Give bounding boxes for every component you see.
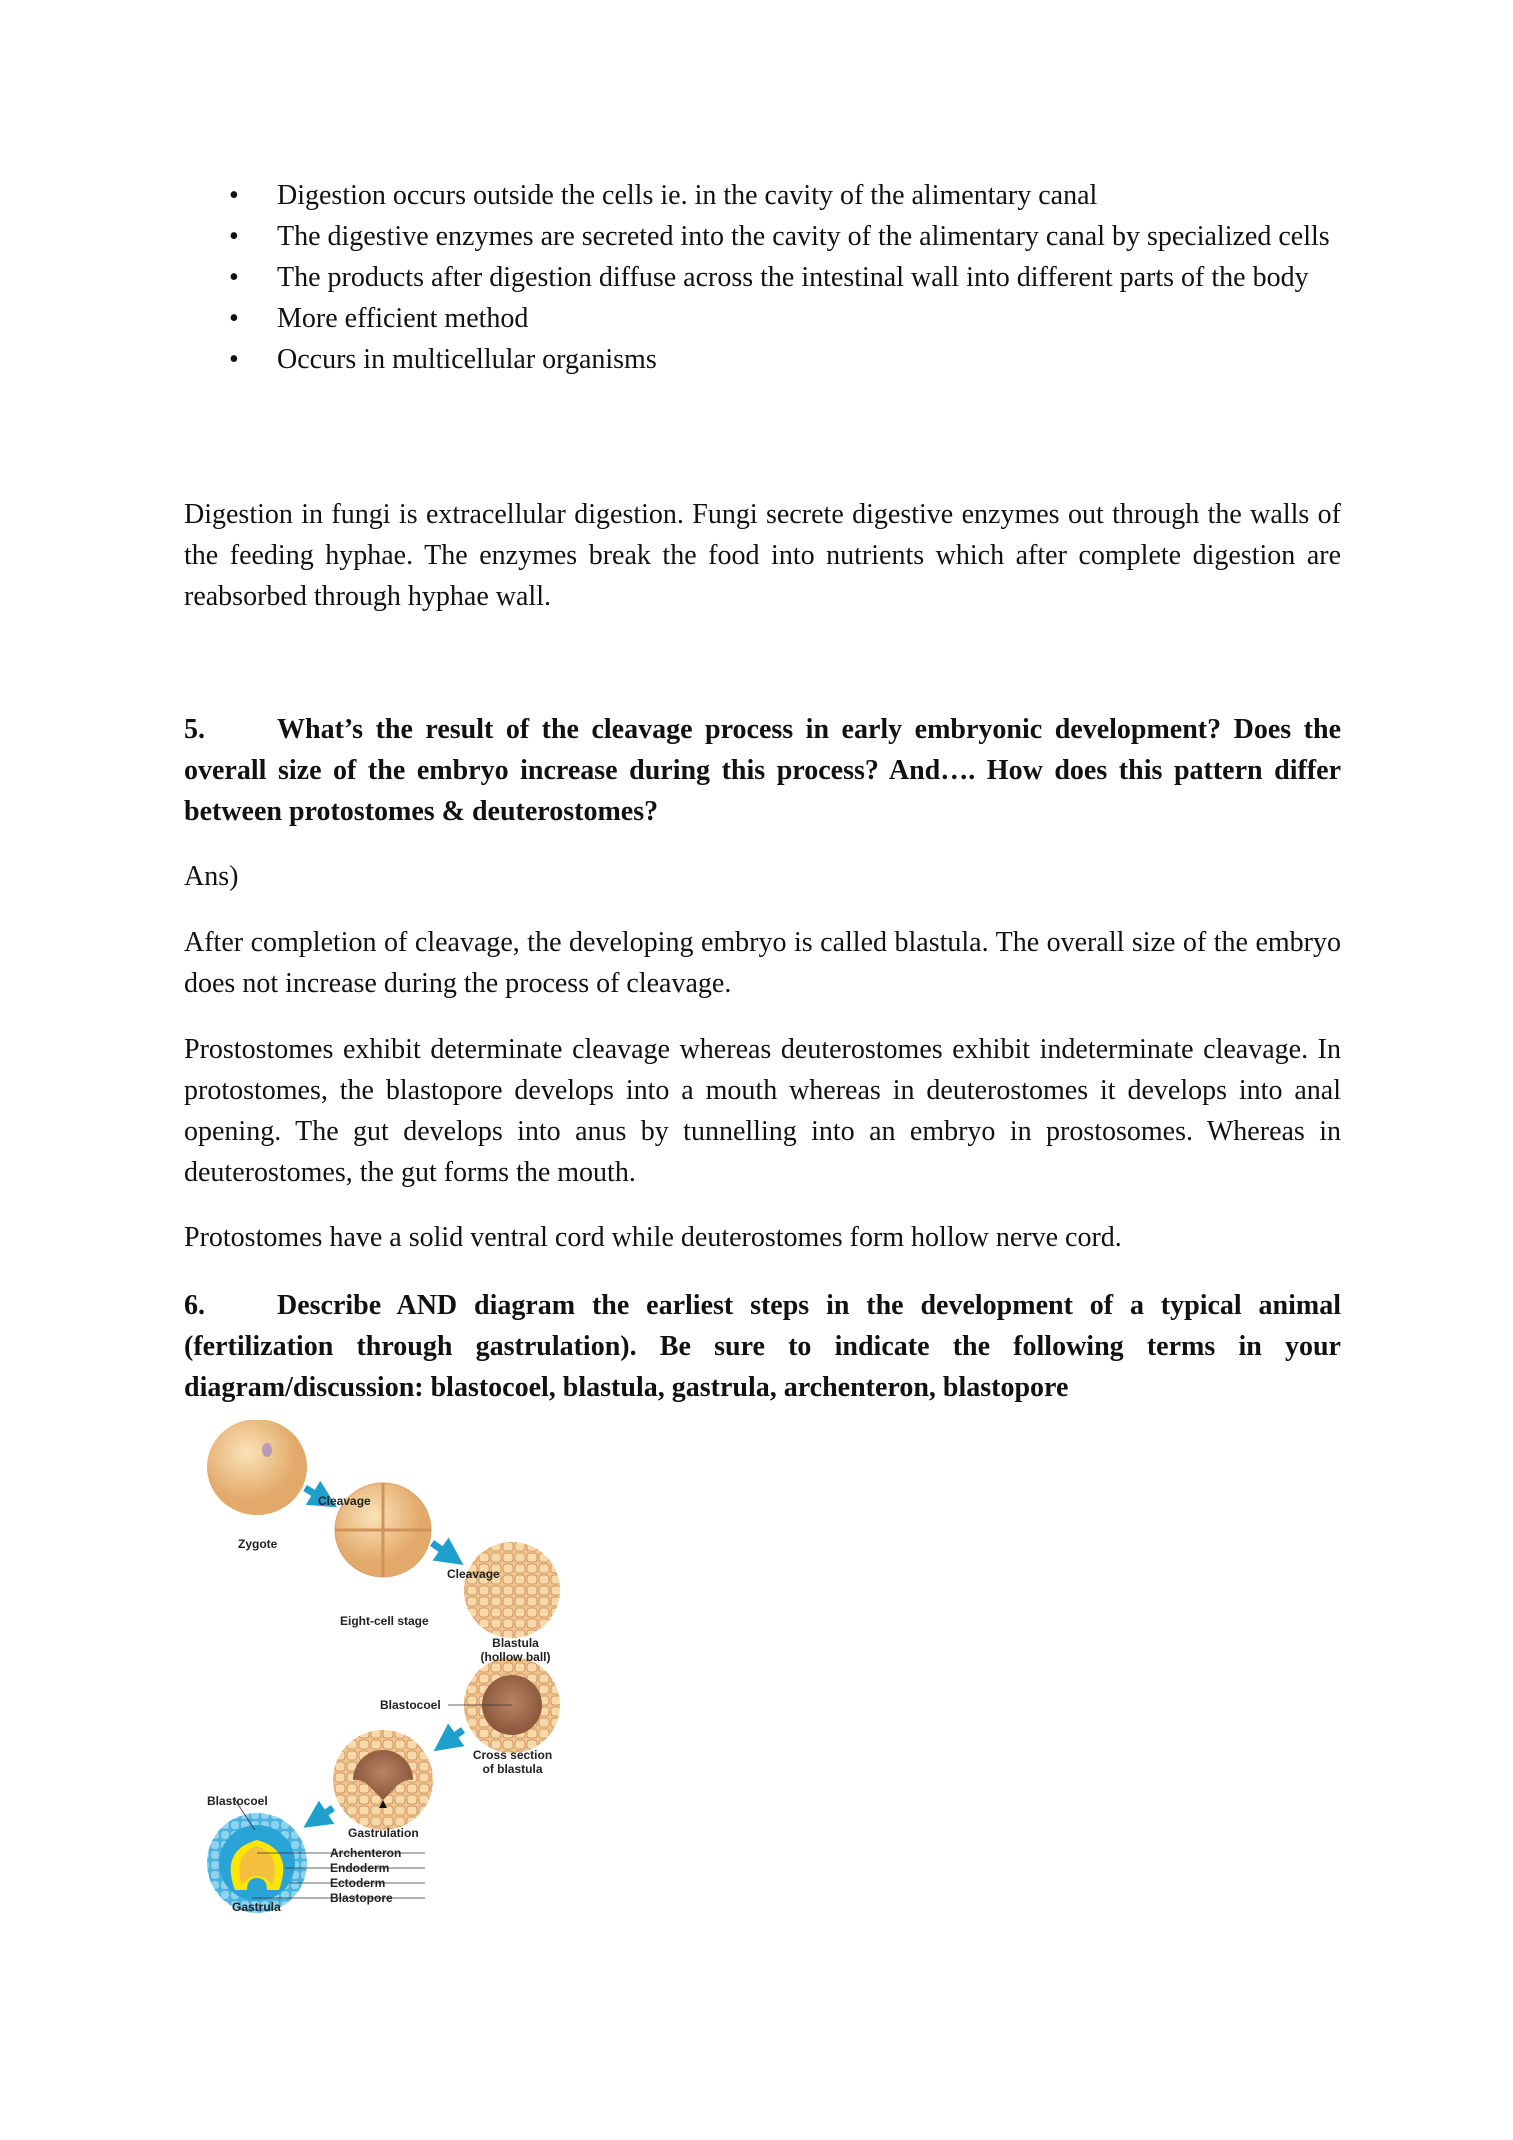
question-6: [184, 1285, 1341, 1408]
label-archenteron: Archenteron: [330, 1846, 402, 1860]
label-ectoderm: Ectoderm: [330, 1876, 386, 1890]
label-blastula-line1: Blastula: [492, 1636, 539, 1650]
label-cross-line2: of blastula: [482, 1762, 543, 1776]
label-gastrulation: Gastrulation: [348, 1826, 419, 1840]
answer-label: Ans): [184, 861, 239, 892]
answer-paragraph-3: Protostomes have a solid ventral cord while deuterostomes form hollow nerve cord.: [184, 1222, 1122, 1253]
question-text: Describe AND diagram the earliest steps in the development of a typical animal (fertilization through gastrulation). Be sure to indicate the following terms in your diagram/discussion: blastocoel, blastula, gastrula, archenteron, blastopore: [184, 1290, 1341, 1403]
zygote-icon: [207, 1420, 307, 1515]
label-endoderm: Endoderm: [330, 1861, 390, 1875]
question-text: What’s the result of the cleavage process in early embryonic development? Does the overall size of the embryo increase during this process? And…. How does this pattern differ between protostomes & deuterostomes?: [184, 714, 1341, 827]
label-cleavage-2: Cleavage: [447, 1567, 500, 1581]
label-zygote: Zygote: [238, 1537, 278, 1551]
embryo-development-diagram: [190, 1420, 590, 2040]
extracellular-digestion-list: [184, 175, 1341, 380]
label-cross-line1: Cross section: [472, 1748, 553, 1762]
question-number: 5.: [184, 714, 205, 745]
question-5: [184, 709, 1341, 832]
label-blastula: [478, 1636, 553, 1664]
label-eight-cell-stage: Eight-cell stage: [340, 1614, 429, 1628]
label-blastocoel: Blastocoel: [380, 1698, 441, 1712]
fungi-paragraph: Digestion in fungi is extracellular digestion. Fungi secrete digestive enzymes out through the walls of the feeding hyphae. The enzymes break the food into nutrients which after complete digestion are reabsorbed through hyphae wall.: [184, 499, 1341, 612]
label-gastrula: Gastrula: [232, 1900, 281, 1914]
label-blastocoel-gastrula: Blastocoel: [207, 1794, 268, 1808]
label-blastopore: Blastopore: [330, 1891, 393, 1905]
label-cleavage-1: Cleavage: [318, 1494, 371, 1508]
list-item: • The products after digestion diffuse across the intestinal wall into different parts of the body: [184, 257, 1341, 298]
answer-paragraph-1: After completion of cleavage, the developing embryo is called blastula. The overall size of the embryo does not increase during the process of cleavage.: [184, 927, 1341, 999]
list-item: • Digestion occurs outside the cells ie. in the cavity of the alimentary canal: [184, 175, 1341, 216]
blastula-icon: [464, 1542, 560, 1638]
question-number: 6.: [184, 1290, 205, 1321]
label-blastula-line2: (hollow ball): [480, 1650, 551, 1664]
list-item: • Occurs in multicellular organisms: [184, 339, 1341, 380]
answer-paragraph-2: Prostostomes exhibit determinate cleavage whereas deuterostomes exhibit indeterminate cleavage. In protostomes, the blastopore develops into a mouth whereas in deuterostomes it develops into anal opening. The gut develops into anus by tunnelling into an embryo in prostosomes. Whereas in deuterostomes, the gut forms the mouth.: [184, 1034, 1341, 1188]
list-item: • The digestive enzymes are secreted into the cavity of the alimentary canal by specialized cells: [184, 216, 1341, 257]
gastrulating-embryo-icon: [333, 1730, 433, 1830]
list-item: • More efficient method: [184, 298, 1341, 339]
label-cross-section: [470, 1748, 555, 1776]
